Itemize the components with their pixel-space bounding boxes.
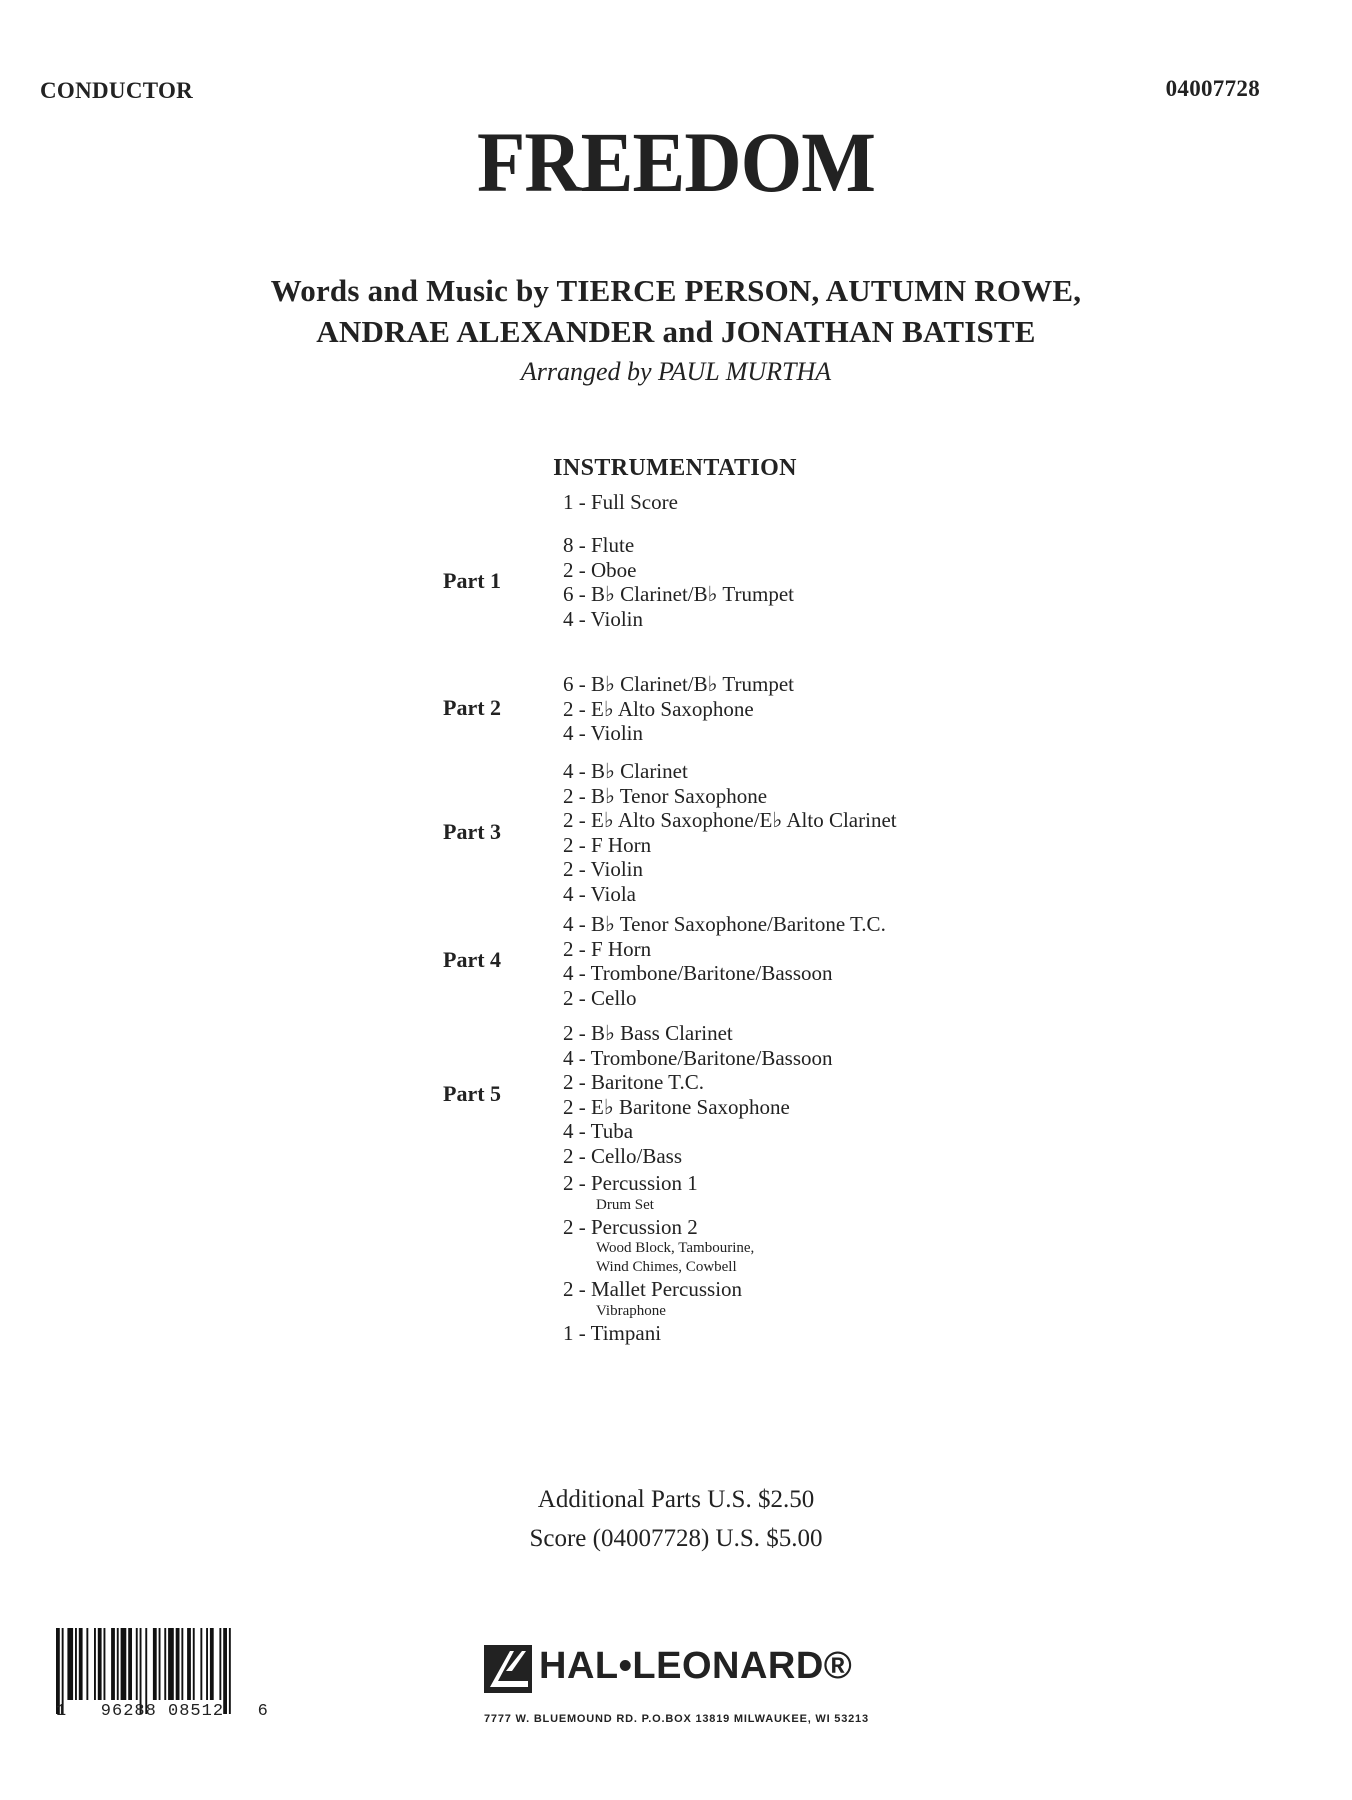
instrument-item-text: 1 - Full Score — [563, 490, 678, 514]
barcode-bar — [75, 1628, 77, 1700]
arranger-credit: Arranged by PAUL MURTHA — [520, 357, 832, 386]
instrument-item-text: 4 - Trombone/Baritone/Bassoon — [563, 961, 833, 986]
instrument-item — [563, 1046, 833, 1071]
instrument-item-detail: Drum Set — [596, 1196, 654, 1213]
instrument-item — [563, 721, 794, 746]
instrument-item-detail: Wind Chimes, Cowbell — [596, 1259, 737, 1276]
barcode-bar — [176, 1628, 180, 1700]
barcode-bar — [206, 1628, 208, 1700]
instrument-items — [563, 1021, 833, 1169]
instrument-item — [563, 1095, 833, 1120]
instrument-item-text: 8 - Flute — [563, 533, 635, 557]
instrument-item — [563, 1144, 833, 1169]
score-price: Score (04007728) U.S. $5.00 — [529, 1525, 823, 1552]
instrument-item-text: 2 - Percussion 1 — [563, 1171, 698, 1195]
instrument-item-text: 2 - F Horn — [563, 936, 652, 961]
instrument-item — [563, 937, 886, 962]
instrument-item — [563, 857, 897, 882]
publisher-address: 7777 W. BLUEMOUND RD. P.O.BOX 13819 MILWAUKEE, WI 53213 — [484, 1713, 869, 1725]
barcode-bar — [94, 1628, 96, 1700]
barcode-bar — [153, 1628, 157, 1700]
instrument-item-text: 2 - Baritone T.C. — [563, 1070, 704, 1095]
instrument-item — [563, 784, 897, 809]
barcode-bar — [159, 1628, 161, 1700]
instrument-item — [563, 697, 794, 722]
part-label: Part 2 — [443, 694, 502, 720]
barcode-bar — [104, 1628, 106, 1700]
instrument-item-text: 4 - Viola — [563, 881, 637, 906]
barcode-digits: 1 96288 08512 6 — [56, 1702, 269, 1721]
conductor-label: CONDUCTOR — [40, 78, 194, 103]
barcode-bar — [181, 1628, 183, 1700]
catalog-number: 04007728 — [1165, 76, 1260, 101]
instrument-item-text: 2 - E♭ Baritone Saxophone — [563, 1094, 790, 1119]
instrument-item — [563, 1070, 833, 1095]
instrument-item — [563, 808, 897, 833]
instrument-items — [563, 912, 886, 1010]
instrument-item — [563, 1215, 754, 1278]
barcode-bar — [121, 1628, 127, 1700]
instrument-item — [563, 490, 678, 515]
instrument-item — [563, 582, 794, 607]
instrument-item — [563, 986, 886, 1011]
barcode-bar — [210, 1628, 214, 1700]
barcode-bar — [111, 1628, 115, 1700]
instrument-item — [563, 1119, 833, 1144]
barcode-bar — [67, 1628, 73, 1700]
instrument-item — [563, 1321, 754, 1346]
additional-parts-price: Additional Parts U.S. $2.50 — [537, 1486, 815, 1513]
instrument-item-text: 4 - B♭ Tenor Saxophone/Baritone T.C. — [563, 912, 886, 936]
instrument-items — [563, 1171, 754, 1345]
barcode-bar — [79, 1628, 83, 1700]
instrument-item — [563, 1277, 754, 1321]
instrument-item-text: 6 - B♭ Clarinet/B♭ Trumpet — [563, 582, 794, 607]
instrument-item-detail: Wood Block, Tambourine, — [596, 1240, 755, 1257]
instrument-item-text: 2 - Mallet Percussion — [563, 1277, 743, 1302]
instrument-item — [563, 672, 794, 697]
barcode-bar — [117, 1628, 119, 1700]
part-label: Part 3 — [443, 818, 502, 844]
instrument-item-text: 4 - B♭ Clarinet — [563, 759, 688, 783]
part-label: Part 1 — [443, 568, 502, 594]
instrument-item — [563, 607, 794, 632]
instrument-items — [563, 672, 794, 746]
instrument-item — [563, 1021, 833, 1046]
instrument-item-detail: Vibraphone — [596, 1302, 666, 1319]
instrumentation-heading: INSTRUMENTATION — [553, 455, 797, 481]
instrument-item-text: 2 - B♭ Tenor Saxophone — [563, 783, 768, 808]
barcode-bar — [168, 1628, 174, 1700]
barcode-bar — [200, 1628, 202, 1700]
barcode-bar — [164, 1628, 166, 1700]
credits-line-2: ANDRAE ALEXANDER and JONATHAN BATISTE — [316, 314, 1036, 349]
instrument-item — [563, 1171, 754, 1215]
instrument-item-text: 2 - Cello/Bass — [563, 1143, 682, 1168]
pricing — [0, 1480, 1352, 1558]
instrument-item-text: 4 - Violin — [563, 606, 644, 631]
instrument-item — [563, 961, 886, 986]
part-label: Part 5 — [443, 1080, 502, 1106]
instrument-item-text: 6 - B♭ Clarinet/B♭ Trumpet — [563, 672, 794, 696]
instrument-item — [563, 558, 794, 583]
instrument-item — [563, 759, 897, 784]
barcode-bar — [219, 1628, 221, 1700]
instrument-item — [563, 833, 897, 858]
instrument-items — [563, 533, 794, 631]
instrument-item-text: 4 - Tuba — [563, 1119, 634, 1144]
credits-line-1: Words and Music by TIERCE PERSON, AUTUMN ROWE, — [270, 273, 1082, 308]
barcode-bar — [98, 1628, 102, 1700]
instrument-item-text: 2 - Oboe — [563, 557, 637, 582]
instrument-item-text: 2 - E♭ Alto Saxophone — [563, 696, 754, 721]
barcode-bar — [193, 1628, 195, 1700]
instrument-item-text: 2 - Violin — [563, 857, 644, 882]
part-label: Part 4 — [443, 947, 502, 973]
publisher-name: HAL•LEONARD® — [539, 1645, 853, 1687]
credits — [0, 270, 1352, 390]
instrument-item-text: 1 - Timpani — [563, 1320, 662, 1345]
instrument-item-text: 4 - Violin — [563, 721, 644, 746]
barcode-bar — [86, 1628, 88, 1700]
instrument-items — [563, 490, 678, 515]
page-title: FREEDOM — [477, 114, 875, 210]
instrument-item-text: 2 - F Horn — [563, 832, 652, 857]
instrument-item — [563, 912, 886, 937]
instrument-item-text: 2 - B♭ Bass Clarinet — [563, 1021, 733, 1045]
instrument-item — [563, 533, 794, 558]
barcode-bar — [187, 1628, 191, 1700]
instrument-items — [563, 759, 897, 907]
barcode-bar — [128, 1628, 132, 1700]
barcode-bar — [136, 1628, 138, 1700]
instrument-item — [563, 882, 897, 907]
instrument-item-text: 2 - Cello — [563, 985, 637, 1010]
instrument-item-text: 2 - Percussion 2 — [563, 1214, 698, 1239]
instrument-item-text: 2 - E♭ Alto Saxophone/E♭ Alto Clarinet — [563, 808, 897, 833]
instrument-item-text: 4 - Trombone/Baritone/Bassoon — [563, 1045, 833, 1070]
